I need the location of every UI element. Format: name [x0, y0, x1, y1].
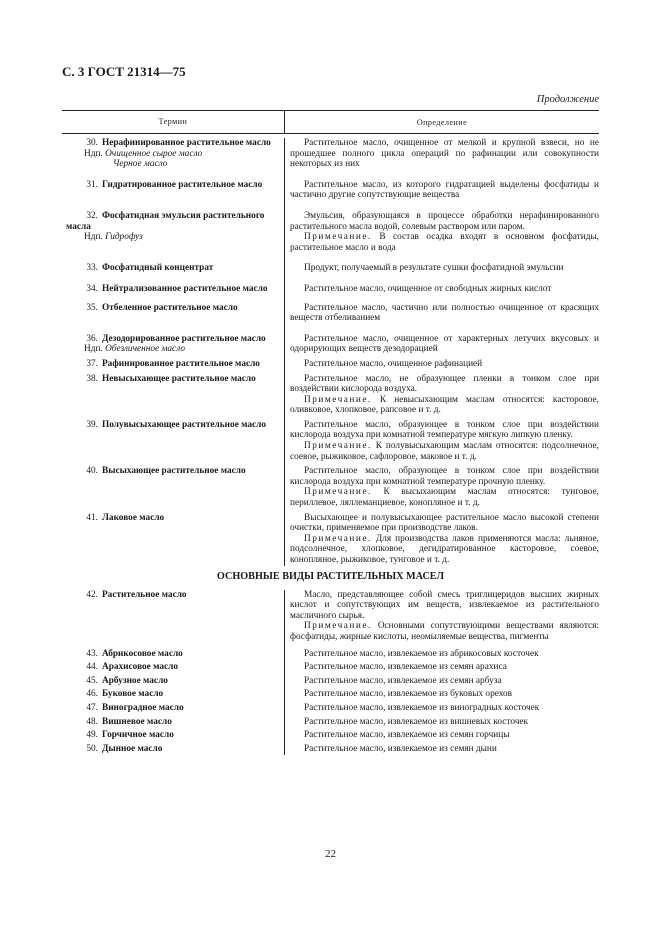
term-line: [66, 676, 280, 687]
definition-text: Растительное масло, не образующее пленки в тонком слое при воздействии кислорода воздуха.: [290, 373, 599, 395]
term-cell: [62, 717, 284, 728]
note-text: В состав осадка входят в основном фосфатиды, растительное масло и вода: [290, 232, 600, 253]
term-name: Растительное масло: [102, 589, 187, 600]
note-label: Примечание.: [304, 487, 372, 498]
term-cell: [62, 744, 284, 755]
term-cell: [62, 263, 284, 274]
term-line: [66, 662, 280, 673]
term-cell: [62, 703, 284, 714]
term-number: 50.: [86, 743, 98, 754]
term-number: 46.: [86, 689, 98, 700]
table-body-section: [62, 590, 599, 755]
term-name: Высыхающее растительное масло: [102, 466, 246, 477]
term-cell: [62, 180, 284, 201]
definition-text: Растительное масло, образующее в тонком слое при воздействии кислорода воздуха при комнатной температуре мягкую липкую пленку.: [290, 419, 599, 441]
term-line: [66, 303, 280, 314]
term-name: Арбузное масло: [102, 675, 168, 686]
term-cell: [62, 649, 284, 660]
definition-cell: [284, 284, 599, 295]
term-name: Буковое масло: [102, 689, 164, 700]
deprecated-term-name: Обезличенное масло: [105, 344, 185, 355]
term-line: [66, 649, 280, 660]
term-line: [66, 263, 280, 274]
term-number: 30.: [86, 138, 98, 148]
term-number: 45.: [86, 675, 98, 686]
term-name: Дезодорированное растительное масло: [102, 333, 266, 344]
term-cell: [62, 590, 284, 643]
term-cell: [62, 676, 284, 687]
term-name: Горчичное масло: [102, 730, 174, 741]
definition-text: Растительное масло, извлекаемое из абрикосовых косточек: [304, 648, 539, 659]
deprecated-term-name: Черное масло: [113, 159, 168, 170]
term-name: Рафинированное растительное масло: [102, 358, 260, 369]
term-line: [66, 703, 280, 714]
term-number: 37.: [86, 358, 98, 369]
column-header-term: Термин: [62, 111, 285, 133]
deprecated-label: Ндп.: [84, 148, 103, 159]
deprecated-term: [66, 344, 280, 355]
term-line: [66, 730, 280, 741]
note-text: Для производства лаков применяются масла: льняное, подсолнечное, хлопковое, дегидратированное касторовое, соевое, конопляное, рыжиковое, тунговое и т. д.: [290, 533, 600, 565]
term-line: [66, 211, 280, 232]
definition-cell: [284, 744, 599, 755]
table-row: [62, 649, 599, 660]
term-cell: [62, 359, 284, 370]
definition-cell: [284, 703, 599, 714]
page-number: 22: [325, 848, 336, 860]
table-row: [62, 703, 599, 714]
table-row: [62, 180, 599, 201]
deprecated-label: Ндп.: [84, 232, 103, 243]
term-name: Отбеленное растительное масло: [102, 302, 238, 313]
term-line: [66, 744, 280, 755]
term-number: 38.: [86, 373, 98, 384]
deprecated-term: [66, 232, 280, 243]
definition-text: Продукт, получаемый в результате сушки фосфатидной эмульсии: [304, 263, 564, 274]
deprecated-term: [66, 149, 280, 160]
term-number: 40.: [86, 466, 98, 477]
definition-text: Растительное масло, очищенное от свободных жирных кислот: [304, 283, 552, 294]
table-row: [62, 689, 599, 700]
term-number: 34.: [86, 283, 98, 294]
term-line: [66, 359, 280, 370]
term-cell: [62, 211, 284, 253]
table-row: [62, 303, 599, 324]
definition-note: [290, 487, 599, 508]
column-divider: [284, 590, 285, 755]
term-number: 42.: [86, 589, 98, 600]
term-number: 33.: [86, 263, 98, 274]
table-row: [62, 730, 599, 741]
term-name: Фосфатидный концентрат: [102, 263, 214, 274]
table-row: [62, 334, 599, 355]
note-text: Основными сопутствующими веществами являются: фосфатиды, жирные кислоты, неомыляемые вещества, пигменты: [290, 621, 599, 642]
term-number: 36.: [86, 333, 98, 344]
definition-text: Растительное масло, извлекаемое из семян дыни: [304, 743, 497, 754]
term-name: Фосфатидная эмульсия растительного масла: [66, 210, 265, 232]
definition-cell: [284, 263, 599, 274]
note-label: Примечание.: [304, 441, 372, 452]
term-cell: [62, 284, 284, 295]
term-number: 35.: [86, 302, 98, 313]
continued-label: Продолжение: [536, 94, 599, 105]
term-line: [66, 138, 280, 149]
definition-note: [290, 395, 599, 416]
term-number: 31.: [86, 179, 98, 190]
definition-text: Растительное масло, извлекаемое из семян арбуза: [304, 675, 502, 686]
section-title: ОСНОВНЫЕ ВИДЫ РАСТИТЕЛЬНЫХ МАСЕЛ: [62, 566, 599, 587]
table-row: [62, 662, 599, 673]
term-line: [66, 420, 280, 431]
definition-text: Эмульсия, образующаяся в процессе обработки нерафинированного растительного масла водой, солевым раствором или паром.: [290, 210, 599, 232]
definition-note: [290, 232, 599, 253]
note-label: Примечание.: [304, 533, 372, 544]
definition-cell: [284, 180, 599, 201]
table-row: [62, 284, 599, 295]
term-cell: [62, 730, 284, 741]
definition-text: Растительное масло, извлекаемое из семян горчицы: [304, 730, 510, 741]
deprecated-term-name: Очищенное сырое масло: [105, 148, 203, 159]
definition-text: Растительное масло, очищенное рафинацией: [304, 358, 483, 369]
term-name: Арахисовое масло: [102, 662, 179, 673]
note-text: К полувысыхающим маслам относятся: подсолнечное, соевое, рыжиковое, сафлоровое, маковое и т. д.: [290, 441, 599, 462]
term-name: Полувысыхающее растительное масло: [102, 419, 267, 430]
definition-cell: [284, 513, 599, 566]
term-number: 47.: [86, 702, 98, 713]
definition-cell: [284, 359, 599, 370]
term-line: [66, 513, 280, 524]
term-name: Нерафинированное растительное масло: [102, 138, 271, 148]
term-name: Лаковое масло: [102, 512, 165, 523]
term-line: [66, 180, 280, 191]
definition-text: Растительное масло, извлекаемое из вишневых косточек: [304, 716, 529, 727]
term-name: Вишневое масло: [102, 716, 172, 727]
term-line: [66, 284, 280, 295]
term-number: 43.: [86, 648, 98, 659]
definition-text: Растительное масло, извлекаемое из виноградных косточек: [304, 702, 540, 713]
definition-cell: [284, 649, 599, 660]
term-cell: [62, 303, 284, 324]
definition-cell: [284, 717, 599, 728]
definition-cell: [284, 730, 599, 741]
term-name: Гидратированное растительное масло: [102, 179, 263, 190]
definition-cell: [284, 676, 599, 687]
table-row: [62, 590, 599, 643]
term-number: 44.: [86, 662, 98, 673]
table-row: [62, 420, 599, 462]
term-name: Абрикосовое масло: [102, 648, 183, 659]
column-header-definition: Определение: [416, 117, 468, 127]
definition-text: Растительное масло, извлекаемое из семян арахиса: [304, 662, 507, 673]
term-cell: [62, 662, 284, 673]
table-row: [62, 513, 599, 566]
term-number: 32.: [86, 210, 98, 221]
table-header: [62, 110, 599, 134]
definition-text: Масло, представляющее собой смесь триглицеридов высших жирных кислот и сопутствующих им веществ, извлекаемое из растительного масличного сырья.: [290, 589, 599, 621]
definition-text: Растительное масло, частично или полностью очищенное от красящих веществ отбеливанием: [290, 302, 599, 324]
terms-table: [62, 110, 599, 754]
term-cell: [62, 374, 284, 416]
term-line: [66, 466, 280, 477]
definition-cell: [284, 138, 599, 170]
definition-note: [290, 441, 599, 462]
term-number: 48.: [86, 716, 98, 727]
term-cell: [62, 334, 284, 355]
definition-cell: [284, 211, 599, 253]
term-name: Невысыхающее растительное масло: [102, 373, 256, 384]
deprecated-label: Ндп.: [84, 344, 103, 355]
table-body: [62, 138, 599, 566]
table-row: [62, 263, 599, 274]
deprecated-term-name: Гидрофуз: [105, 232, 143, 243]
definition-cell: [284, 662, 599, 673]
term-line: [66, 374, 280, 385]
term-name: Дынное масло: [102, 743, 163, 754]
note-text: К высыхающим маслам относятся: тунговое, периллевое, ляллеманциевое, конопляное и т. д.: [290, 487, 599, 509]
definition-cell: [284, 303, 599, 324]
definition-cell: [284, 590, 599, 643]
table-row: [62, 744, 599, 755]
term-line: [66, 689, 280, 700]
note-text: К невысыхающим маслам относятся: касторовое, оливковое, хлопковое, рапсовое и т. д.: [290, 394, 599, 416]
definition-text: Растительное масло, очищенное от мелкой и крупной взвеси, но не прошедшее полного цикла операций по рафинации или совокупности некоторых из них: [290, 138, 599, 170]
table-row: [62, 374, 599, 416]
definition-text: Растительное масло, очищенное от характерных летучих вкусовых и одорирующих веществ дезодорацией: [290, 333, 599, 355]
note-label: Примечание.: [304, 232, 372, 243]
document-header: С. 3 ГОСТ 21314—75: [62, 64, 186, 79]
definition-text: Растительное масло, из которого гидратацией выделены фосфатиды и частично другие сопутствующие вещества: [290, 179, 599, 201]
term-cell: [62, 466, 284, 508]
definition-text: Высыхающее и полувысыхающее растительное масло высокой степени очистки, применяемое при производстве лаков.: [290, 512, 599, 534]
definition-cell: [284, 374, 599, 416]
table-row: [62, 138, 599, 170]
term-cell: [62, 138, 284, 170]
term-line: [66, 590, 280, 601]
term-line: [66, 717, 280, 728]
term-cell: [62, 420, 284, 462]
term-name: Нейтрализованное растительное масло: [102, 283, 268, 294]
table-row: [62, 717, 599, 728]
term-name: Виноградное масло: [102, 702, 184, 713]
term-number: 39.: [86, 419, 98, 430]
term-line: [66, 334, 280, 345]
definition-cell: [284, 420, 599, 462]
table-row: [62, 211, 599, 253]
term-number: 41.: [86, 512, 98, 523]
definition-note: [290, 621, 599, 642]
definition-text: Растительное масло, извлекаемое из буковых орехов: [304, 689, 513, 700]
column-divider: [284, 138, 285, 566]
definition-cell: [284, 466, 599, 508]
note-label: Примечание.: [304, 394, 372, 405]
term-number: 49.: [86, 730, 98, 741]
term-cell: [62, 689, 284, 700]
definition-note: [290, 534, 599, 566]
note-label: Примечание.: [304, 621, 372, 632]
table-row: [62, 676, 599, 687]
definition-cell: [284, 689, 599, 700]
definition-cell: [284, 334, 599, 355]
table-row: [62, 359, 599, 370]
table-row: [62, 466, 599, 508]
term-cell: [62, 513, 284, 566]
definition-text: Растительное масло, образующее в тонком слое при воздействии кислорода воздуха при комнатной температуре прочную пленку.: [290, 466, 599, 487]
